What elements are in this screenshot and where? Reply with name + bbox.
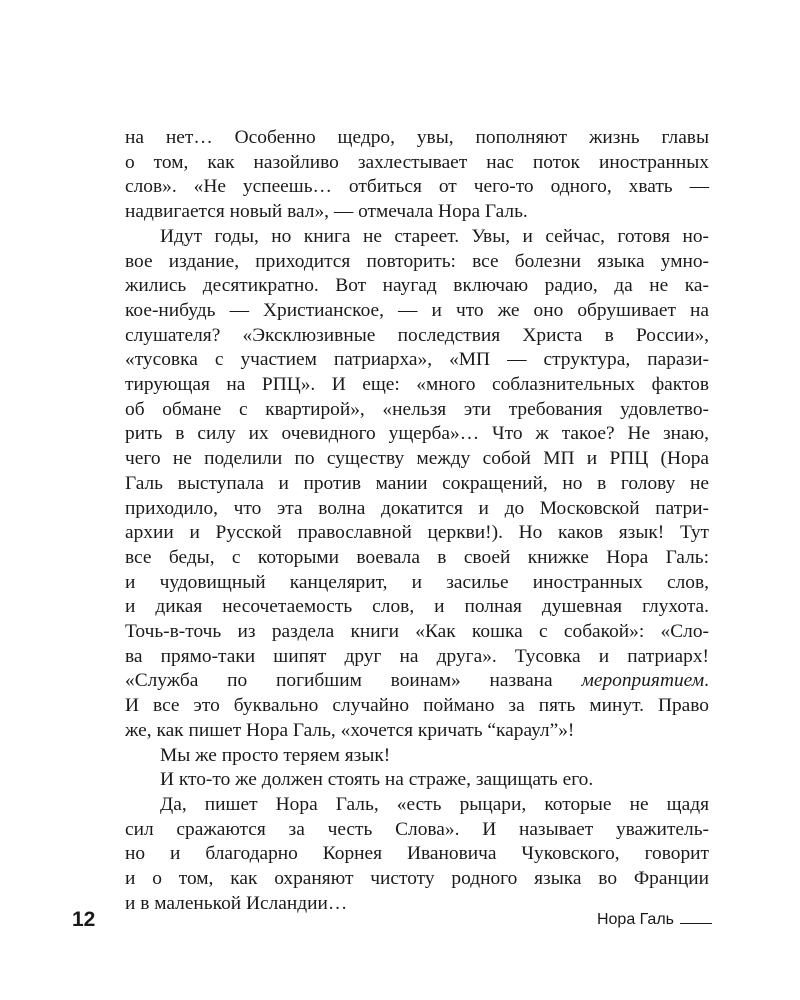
text-line	[125, 867, 709, 892]
text-line	[125, 175, 709, 200]
text-line	[125, 151, 709, 176]
text-line	[125, 744, 709, 769]
text-line	[125, 422, 709, 447]
text-line	[125, 571, 709, 596]
text-line-content: надвигается новый вал», — отмечала Нора Галь.	[125, 201, 528, 223]
text-line	[125, 348, 709, 373]
body-text	[125, 126, 709, 917]
running-head-rule	[680, 922, 712, 924]
text-line	[125, 373, 709, 398]
page-footer	[72, 906, 712, 934]
text-line-content: и дикая несочетаемость слов, и полная душевная глухота.	[125, 596, 709, 618]
text-line	[125, 299, 709, 324]
text-line	[125, 497, 709, 522]
text-line	[125, 472, 709, 497]
text-line-content: слов». «Не успеешь… отбиться от чего-то одного, хвать —	[125, 176, 709, 198]
text-line	[125, 274, 709, 299]
text-line	[125, 200, 709, 225]
text-line-content: архии и Русской православной церкви!). Но каков язык! Тут	[125, 522, 709, 544]
text-line	[125, 521, 709, 546]
text-line	[125, 126, 709, 151]
text-line	[125, 793, 709, 818]
text-line-content: кое-нибудь — Христианское, — и что же оно обрушивает на	[125, 299, 709, 321]
text-line-content: и в маленькой Исландии…	[125, 892, 348, 914]
text-line	[125, 842, 709, 867]
text-line-content: приходило, что эта волна докатится и до Московской патри-	[125, 497, 709, 519]
text-line-content: же, как пишет Нора Галь, «хочется кричать “караул”»!	[125, 719, 575, 741]
text-line-content: и о том, как охраняют чистоту родного языка во Франции	[125, 868, 709, 890]
text-line-content: но и благодарно Корнея Ивановича Чуковского, говорит	[125, 843, 709, 865]
running-head-author: Нора Галь	[596, 911, 674, 928]
text-line-content: слушателя? «Эксклюзивные последствия Христа в России»,	[125, 324, 709, 346]
text-line-content: Галь выступала и против мании сокращений, но в голову не	[125, 472, 709, 494]
text-line	[125, 447, 709, 472]
text-line-content: Точь-в-точь из раздела книги «Как кошка с собакой»: «Сло-	[125, 621, 709, 643]
text-line	[125, 645, 709, 670]
text-line-content: рить в силу их очевидного ущерба»… Что ж такое? Не знаю,	[125, 423, 709, 445]
text-line-content: ва прямо-таки шипят друг на друга». Тусовка и патриарх!	[125, 645, 709, 667]
text-line	[125, 324, 709, 349]
text-line	[125, 694, 709, 719]
text-line-content: «тусовка с участием патриарха», «МП — структура, парази-	[125, 349, 709, 371]
text-line-content: И все это буквально случайно поймано за пять минут. Право	[125, 695, 709, 717]
text-line-content: Мы же просто теряем язык!	[160, 744, 391, 766]
text-line	[125, 669, 709, 694]
text-line	[125, 546, 709, 571]
text-line-content: о том, как назойливо захлестывает нас поток иностранных	[125, 151, 709, 173]
text-line	[125, 250, 709, 275]
text-line	[125, 620, 709, 645]
text-line-content: все беды, с которыми воевала в своей книжке Нора Галь:	[125, 546, 709, 568]
text-line-content: об обмане с квартирой», «нельзя эти требования удовлетво-	[125, 398, 709, 420]
text-line-content: тирующая на РПЦ». И еще: «много соблазнительных фактов	[125, 374, 709, 396]
text-line-content: жились десятикратно. Вот наугад включаю радио, да не ка-	[125, 275, 709, 297]
italic-word: мероприятием	[581, 670, 705, 692]
text-line	[125, 768, 709, 793]
text-line	[125, 595, 709, 620]
text-line-content: Да, пишет Нора Галь, «есть рыцари, которые не щадя	[160, 793, 709, 815]
text-line	[125, 818, 709, 843]
text-line-content: вое издание, приходится повторить: все болезни языка умно-	[125, 250, 709, 272]
text-line	[125, 225, 709, 250]
text-line-content: на нет… Особенно щедро, увы, пополняют жизнь главы	[125, 127, 709, 148]
running-head	[597, 908, 712, 932]
text-line-content: И кто-то же должен стоять на страже, защищать его.	[160, 769, 594, 791]
text-line	[125, 398, 709, 423]
text-line-content: «Служба по погибшим воинам» названа	[125, 670, 582, 692]
text-line-content: чего не поделили по существу между собой МП и РПЦ (Нора	[125, 448, 709, 470]
text-line	[125, 719, 709, 744]
text-line-content: сил сражаются за честь Слова». И называет уважитель-	[125, 818, 709, 840]
text-line-content: Идут годы, но книга не стареет. Увы, и сейчас, готовя но-	[160, 225, 709, 247]
page-number: 12	[72, 908, 96, 931]
text-line-suffix: .	[704, 670, 709, 692]
text-line-content: и чудовищный канцелярит, и засилье иностранных слов,	[125, 571, 709, 593]
